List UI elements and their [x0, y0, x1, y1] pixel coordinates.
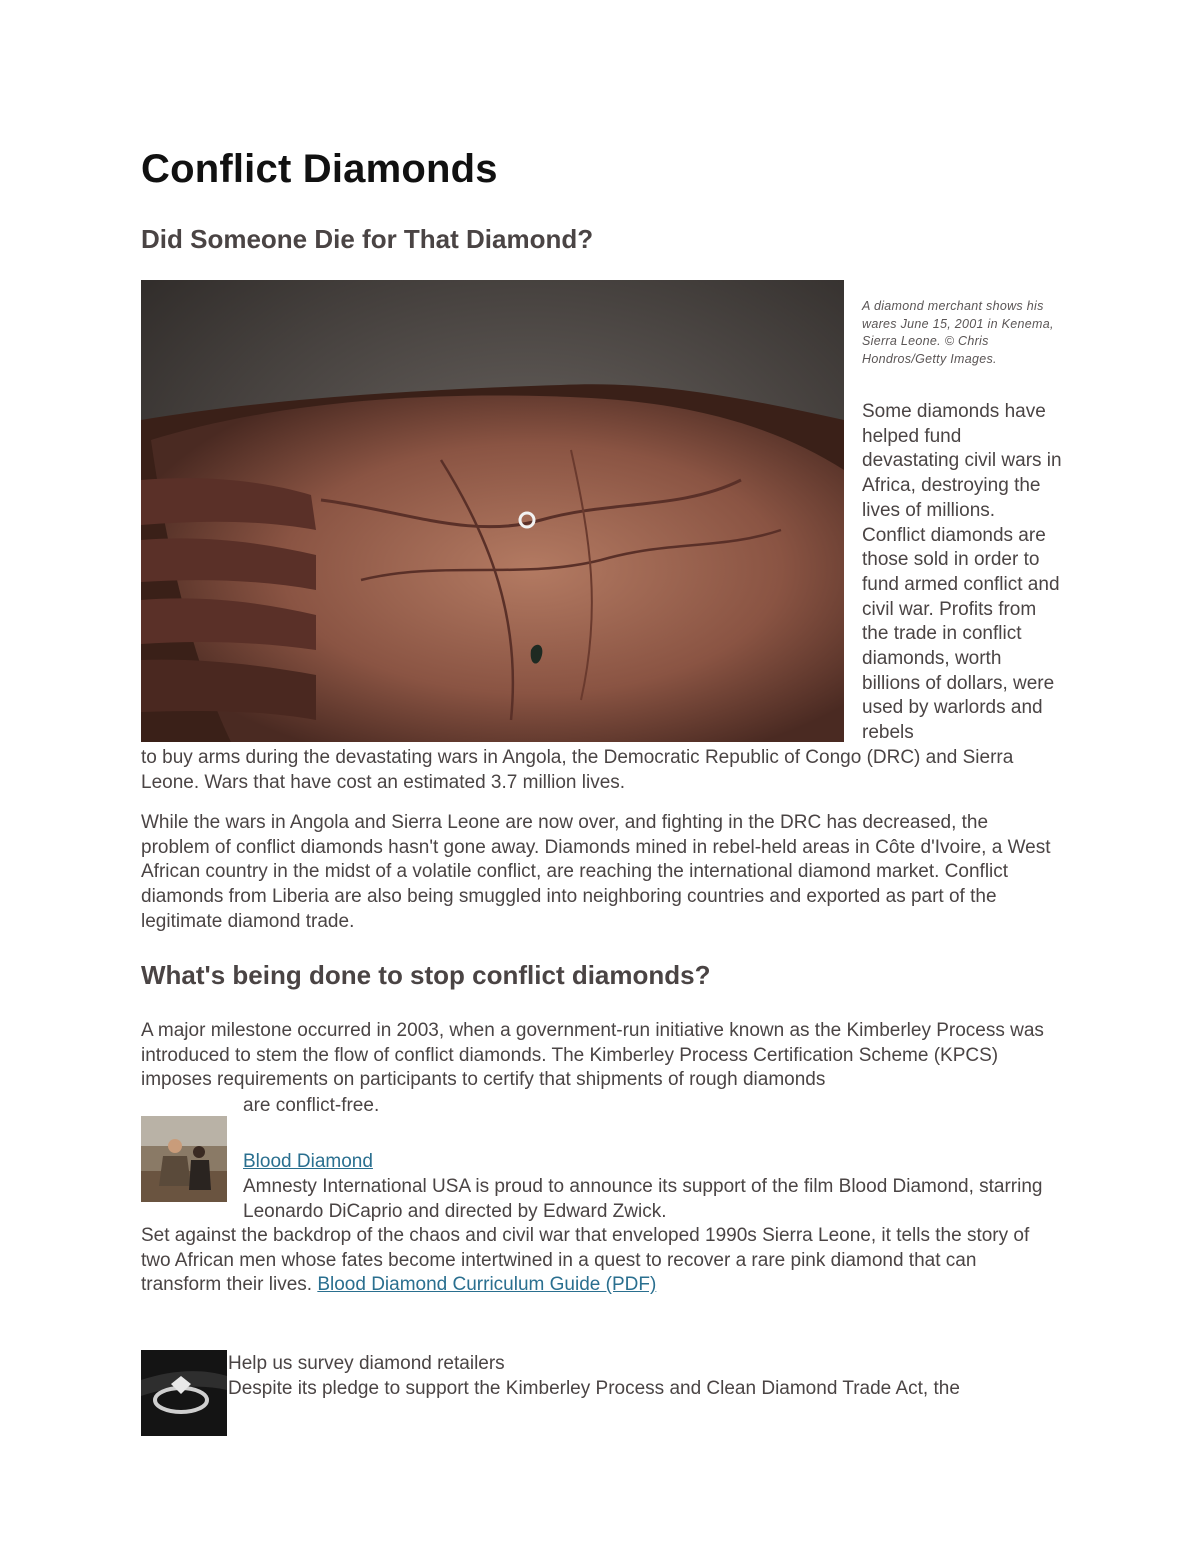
page-title: Conflict Diamonds [141, 147, 498, 191]
blood-diamond-film-thumbnail[interactable] [141, 1116, 227, 1202]
curriculum-guide-pdf-link[interactable]: Blood Diamond Curriculum Guide (PDF) [317, 1274, 657, 1296]
section-heading: What's being done to stop conflict diamonds? [141, 960, 711, 990]
paragraph-kimberley: A major milestone occurred in 2003, when a government-run initiative known as the Kimberley Process was introduced to stem the flow of conflict diamonds. The Kimberley Process Certification Scheme (KPCS) imposes requirements on participants to certify that shipments of rough diamonds [141, 1020, 1044, 1091]
paragraph-kimberley-end: are conflict-free. [243, 1095, 380, 1116]
film-description-text: Set against the backdrop of the chaos and civil war that enveloped 1990s Sierra Leone, it tells the story of two African men whose fates become intertwined in a quest to recover a rare pink diamond that can transform their lives. [141, 1225, 1030, 1296]
photo-caption: A diamond merchant shows his wares June 15, 2001 in Kenema, Sierra Leone. © Chris Hondros/Getty Images. [862, 299, 1054, 366]
intro-column-text: Some diamonds have helped fund devastating civil wars in Africa, destroying the lives of millions. Conflict diamonds are those sold in order to fund armed conflict and civil war. Profits from the trade in conflict diamonds, worth billions of dollars, were used by warlords and rebels [862, 401, 1062, 744]
diamond-ring-thumbnail[interactable] [141, 1350, 227, 1436]
film-description-first: Amnesty International USA is proud to announce its support of the film Blood Diamond, starring Leonardo DiCaprio and directed by Edward Zwick. [243, 1176, 1043, 1222]
film-description-rest [141, 1224, 1061, 1298]
paragraph-problem: While the wars in Angola and Sierra Leone are now over, and fighting in the DRC has decreased, the problem of conflict diamonds hasn't gone away. Diamonds mined in rebel-held areas in Côte d'Ivoire, a West African country in the midst of a volatile conflict, are reaching the international diamond market. Conflict diamonds from Liberia are also being smuggled into neighboring countries and exported as part of the legitimate diamond trade. [141, 812, 1051, 932]
intro-wide-text: to buy arms during the devastating wars in Angola, the Democratic Republic of Congo (DRC) and Sierra Leone. Wars that have cost an estimated 3.7 million lives. [141, 747, 1014, 793]
survey-heading: Help us survey diamond retailers [228, 1353, 505, 1374]
survey-block [228, 1352, 1061, 1401]
survey-text: Despite its pledge to support the Kimberley Process and Clean Diamond Trade Act, the [228, 1377, 960, 1399]
page-subtitle: Did Someone Die for That Diamond? [141, 224, 594, 254]
blood-diamond-link[interactable]: Blood Diamond [243, 1151, 373, 1172]
hand-diamond-photo [141, 280, 844, 742]
